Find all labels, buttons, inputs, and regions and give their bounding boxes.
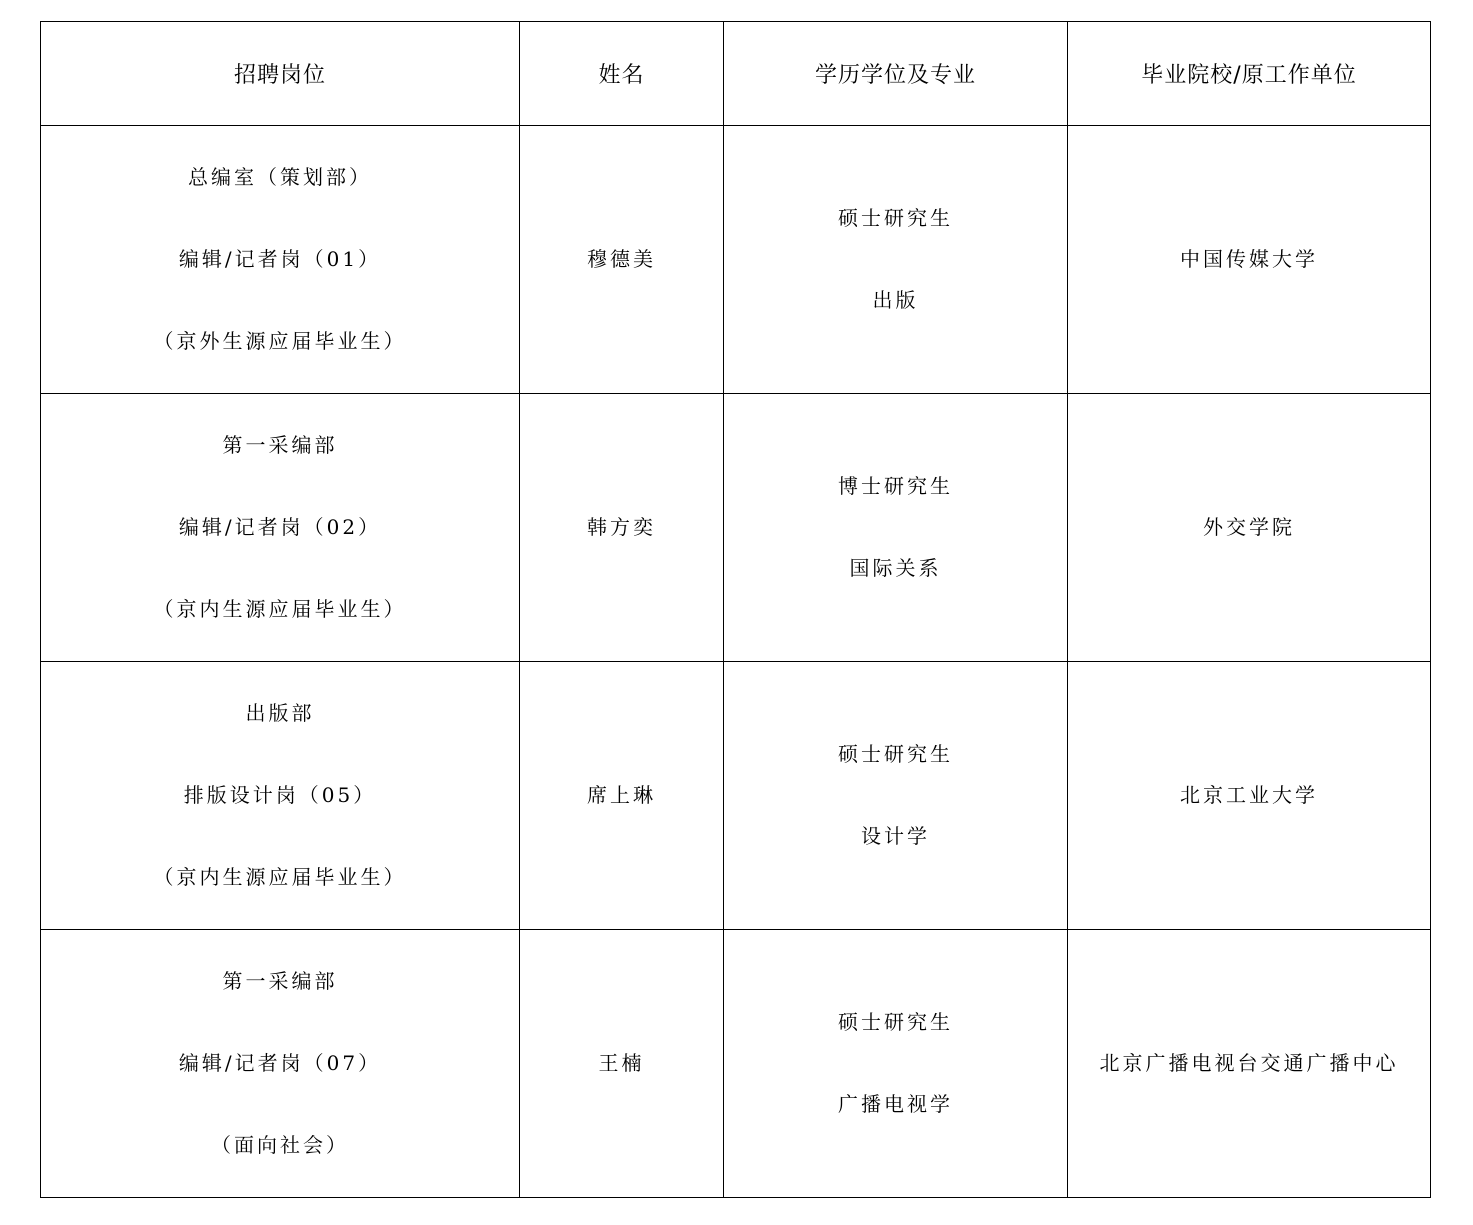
- name-cell: [520, 662, 724, 930]
- school-cell: [1068, 662, 1431, 930]
- person-name: 穆德美: [587, 247, 656, 271]
- applicant-type-text: （京内生源应届毕业生）: [153, 865, 407, 889]
- position-cell: [41, 126, 520, 394]
- school-text: 北京广播电视台交通广播中心: [1099, 1051, 1399, 1075]
- degree-text: 硕士研究生: [838, 742, 953, 766]
- school-text: 外交学院: [1203, 515, 1295, 539]
- header-name: 姓名: [520, 22, 724, 126]
- major-text: 出版: [872, 288, 919, 312]
- table-row: [41, 662, 1431, 930]
- education-cell: [724, 126, 1068, 394]
- position-cell: [41, 394, 520, 662]
- header-row: [41, 22, 1431, 126]
- table-row: [41, 126, 1431, 394]
- person-name: 韩方奕: [587, 515, 656, 539]
- department-text: 第一采编部: [222, 433, 338, 457]
- job-title-text: 排版设计岗（05）: [183, 783, 377, 807]
- person-name: 王楠: [598, 1051, 645, 1075]
- major-text: 国际关系: [849, 556, 942, 580]
- name-cell: [520, 930, 724, 1198]
- school-cell: [1068, 394, 1431, 662]
- department-text: 总编室（策划部）: [188, 165, 372, 189]
- table-row: [41, 394, 1431, 662]
- degree-text: 博士研究生: [838, 474, 953, 498]
- name-cell: [520, 126, 724, 394]
- header-position: 招聘岗位: [41, 22, 520, 126]
- job-title-text: 编辑/记者岗（01）: [178, 247, 382, 271]
- position-cell: [41, 662, 520, 930]
- position-cell: [41, 930, 520, 1198]
- degree-text: 硕士研究生: [838, 1010, 953, 1034]
- school-cell: [1068, 126, 1431, 394]
- education-cell: [724, 662, 1068, 930]
- job-title-text: 编辑/记者岗（02）: [178, 515, 382, 539]
- degree-text: 硕士研究生: [838, 206, 953, 230]
- applicant-type-text: （京内生源应届毕业生）: [153, 597, 407, 621]
- header-education: 学历学位及专业: [724, 22, 1068, 126]
- job-title-text: 编辑/记者岗（07）: [178, 1051, 382, 1075]
- major-text: 设计学: [861, 824, 930, 848]
- table-row: [41, 930, 1431, 1198]
- header-school: 毕业院校/原工作单位: [1068, 22, 1431, 126]
- applicant-type-text: （面向社会）: [211, 1133, 349, 1157]
- education-cell: [724, 930, 1068, 1198]
- recruitment-table: [40, 21, 1431, 1198]
- school-text: 中国传媒大学: [1180, 247, 1318, 271]
- department-text: 出版部: [245, 701, 315, 725]
- applicant-type-text: （京外生源应届毕业生）: [153, 329, 407, 353]
- education-cell: [724, 394, 1068, 662]
- school-cell: [1068, 930, 1431, 1198]
- name-cell: [520, 394, 724, 662]
- school-text: 北京工业大学: [1180, 783, 1318, 807]
- department-text: 第一采编部: [222, 969, 338, 993]
- major-text: 广播电视学: [838, 1092, 953, 1116]
- person-name: 席上琳: [587, 783, 656, 807]
